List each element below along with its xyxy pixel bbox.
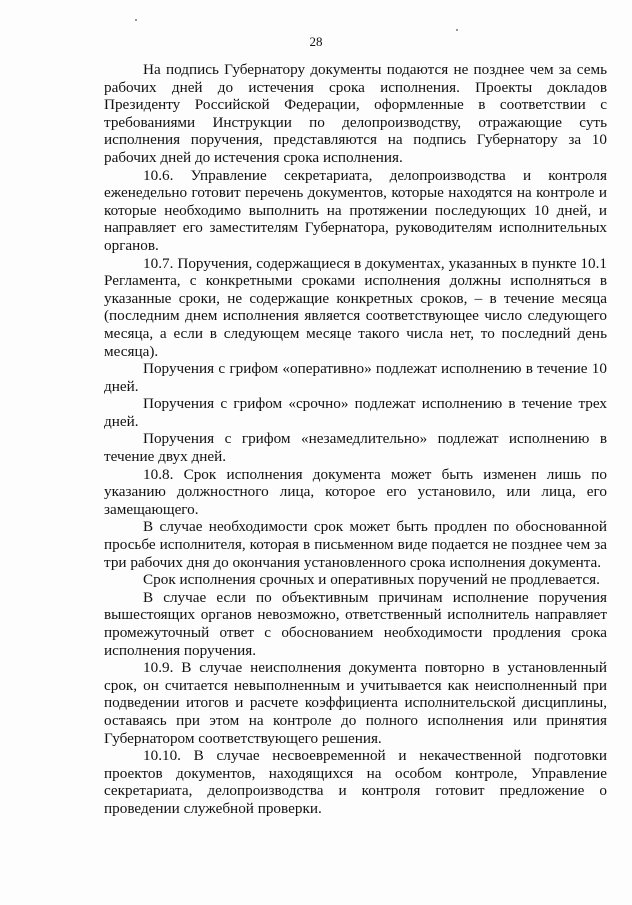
paragraph-10-9: 10.9. В случае неисполнения документа повторно в установленный срок, он считается невыполненным и учитывается как неисполненный при подведении итогов и расчете коэффициента исполнительской дисциплины, оставаясь при этом на контроле до полного исполнения или принятия Губернатором соответствующего решения. bbox=[104, 659, 607, 747]
paragraph: Срок исполнения срочных и оперативных поручений не продлевается. bbox=[143, 571, 600, 589]
paragraph: На подпись Губернатору документы подаются не позднее чем за семь рабочих дней до истечения срока исполнения. Проекты докладов Президенту Российской Федерации, оформленные в соответствии с требованиями Инструкции по делопроизводству, отражающие суть исполнения поручения, представляются на подпись Губернатору за 10 рабочих дней до истечения срока исполнения. bbox=[104, 61, 607, 166]
document-body bbox=[104, 61, 607, 818]
paragraph: Поручения с грифом «незамедлительно» подлежат исполнению в течение двух дней. bbox=[104, 430, 607, 466]
paragraph-10-10: 10.10. В случае несвоевременной и некачественной подготовки проектов документов, находящихся на особом контроле, Управление секретариата, делопроизводства и контроля готовит предложение о проведении служебной проверки. bbox=[104, 747, 607, 817]
page-number: 28 bbox=[309, 34, 323, 49]
paragraph: В случае необходимости срок может быть продлен по обоснованной просьбе исполнителя, которая в письменном виде подается не позднее чем за три рабочих дня до окончания установленного срока исполнения документа. bbox=[104, 518, 607, 571]
scan-speck bbox=[456, 29, 458, 31]
paragraph: Поручения с грифом «оперативно» подлежат исполнению в течение 10 дней. bbox=[104, 360, 607, 395]
scan-speck bbox=[135, 19, 137, 21]
paragraph: В случае если по объективным причинам исполнение поручения вышестоящих органов невозможно, ответственный исполнитель направляет промежуточный ответ с обоснованием необходимости продления срока исполнения поручения. bbox=[104, 588, 607, 659]
paragraph-10-8: 10.8. Срок исполнения документа может быть изменен лишь по указанию должностного лица, которое его установило, или лица, его замещающего. bbox=[104, 465, 607, 518]
paragraph-10-7: 10.7. Поручения, содержащиеся в документах, указанных в пункте 10.1 Регламента, с конкретными сроками исполнения должны исполняться в указанные сроки, не содержащие конкретных сроков, – в течение месяца (последним днем исполнения является соответствующее число следующего месяца, а если в следующем месяце такого числа нет, то последний день месяца). bbox=[104, 254, 607, 360]
paragraph: Поручения с грифом «срочно» подлежат исполнению в течение трех дней. bbox=[104, 395, 607, 430]
paragraph-10-6: 10.6. Управление секретариата, делопроизводства и контроля еженедельно готовит перечень документов, которые находятся на контроле и которые необходимо выполнить на протяжении последующих 10 дней, и направляет его заместителям Губернатора, руководителям исполнительных органов. bbox=[104, 166, 607, 254]
